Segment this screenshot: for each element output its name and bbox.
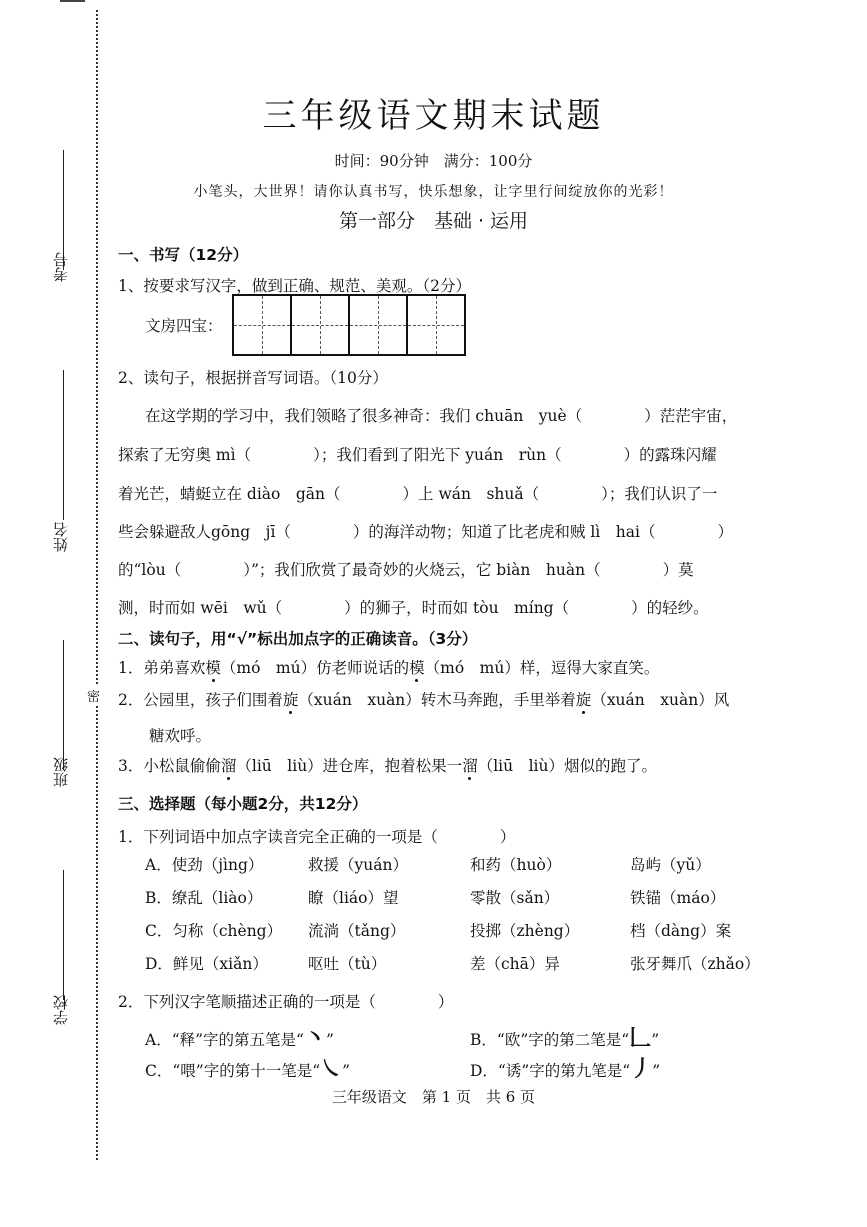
grid-cell[interactable] <box>234 296 292 354</box>
choice-a-2: 救援（yuán） <box>308 856 408 874</box>
exam-number-label: 考号 <box>52 252 70 282</box>
section3-heading: 三、选择题（每小题2分，共12分） <box>118 795 368 813</box>
choice-d-1: D．鲜见（xiǎn） <box>145 955 268 973</box>
choice-c-2: 流淌（tǎng） <box>308 922 406 940</box>
dotted-char: 溜 <box>220 757 237 775</box>
stroke-choice-c: C．“喂”字的第十一笔是“㇏” <box>145 1056 351 1082</box>
section2-item: 3．小松鼠偷偷溜（liū liù）进仓库，抱着松果一溜（liū liù）烟似的跑了。 <box>118 757 657 775</box>
section1-heading: 一、书写（12分） <box>118 246 249 264</box>
class-label: 班级 <box>52 757 70 787</box>
stroke-glyph: 𠃊 <box>629 1025 652 1051</box>
choice-a-4: 岛屿（yǔ） <box>630 856 711 874</box>
dotted-char: 旋 <box>282 691 299 709</box>
stroke-glyph: ㇏ <box>320 1056 343 1082</box>
time-score-line: 时间：90分钟 满分：100分 <box>334 152 533 170</box>
grid-cell[interactable] <box>292 296 350 354</box>
dotted-char: 模 <box>409 659 425 677</box>
grid-cell[interactable] <box>350 296 408 354</box>
school-label: 学校 <box>52 995 70 1025</box>
passage-line: 在这学期的学习中，我们领略了很多神奇：我们 chuān yuè（ ）茫茫宇宙， <box>145 407 738 425</box>
q1-label: 文房四宝： <box>145 317 223 335</box>
dotted-char: 旋 <box>575 691 592 709</box>
section2-item-continued: 糖欢呼。 <box>118 727 212 745</box>
page-footer: 三年级语文 第 1 页 共 6 页 <box>331 1088 536 1106</box>
class-rule <box>63 640 64 770</box>
choice-c-3: 投掷（zhèng） <box>470 922 580 940</box>
school-rule <box>63 870 64 1000</box>
part-title: 第一部分 基础 · 运用 <box>338 210 529 232</box>
dotted-char: 模 <box>205 659 221 677</box>
seal-char: 密 <box>87 686 100 705</box>
stroke-glyph: 丶 <box>303 1025 326 1051</box>
section2-item: 1．弟弟喜欢模（mó mú）仿老师说话的模（mó mú）样，逗得大家直笑。 <box>118 659 660 677</box>
section2-heading: 二、读句子，用“√”标出加点字的正确读音。（3分） <box>118 630 478 648</box>
writing-grid[interactable] <box>232 294 466 356</box>
choice-d-3: 差（chā）异 <box>470 955 560 973</box>
choice-d-2: 呕吐（tù） <box>308 955 387 973</box>
stroke-choice-b: B．“欧”字的第二笔是“𠃊” <box>470 1025 660 1051</box>
section1-q2: 2、读句子，根据拼音写词语。（10分） <box>118 369 388 387</box>
stroke-choice-d: D．“诱”字的第九笔是“丿” <box>470 1056 661 1082</box>
passage-line: 着光芒，蜻蜓立在 diào gān（ ）上 wán shuǎ（ ）；我们认识了一 <box>118 485 718 503</box>
section3-q2: 2．下列汉字笔顺描述正确的一项是（ ） <box>118 993 454 1011</box>
choice-b-3: 零散（sǎn） <box>470 889 560 907</box>
stroke-glyph: 丿 <box>630 1056 653 1082</box>
name-rule <box>63 370 64 520</box>
choice-b-2: 瞭（liáo）望 <box>308 889 399 907</box>
passage-line: 些会躲避敌人gōng jī（ ）的海洋动物；知道了比老虎和贼 lì hai（ ） <box>118 523 733 541</box>
choice-a-3: 和药（huò） <box>470 856 562 874</box>
choice-c-4: 档（dàng）案 <box>630 922 732 940</box>
section2-item: 2．公园里，孩子们围着旋（xuán xuàn）转木马奔跑，手里举着旋（xuán xuàn）风 <box>118 691 730 709</box>
stroke-choice-a: A．“释”字的第五笔是“丶” <box>145 1025 334 1051</box>
top-mark <box>60 0 85 2</box>
dotted-char: 溜 <box>462 757 478 775</box>
motto: 小笔头，大世界！请你认真书写，快乐想象，让字里行间绽放你的光彩！ <box>193 184 674 200</box>
name-label: 姓名 <box>52 522 70 552</box>
section1-q1: 1、按要求写汉字，做到正确、规范、美观。（2分） <box>118 277 471 295</box>
choice-d-4: 张牙舞爪（zhǎo） <box>630 955 760 973</box>
choice-a-1: A．使劲（jìng） <box>145 856 264 874</box>
choice-b-1: B．缭乱（liào） <box>145 889 263 907</box>
page-title: 三年级语文期末试题 <box>262 96 605 136</box>
passage-line: 测，时而如 wēi wǔ（ ）的狮子，时而如 tòu míng（ ）的轻纱。 <box>118 599 709 617</box>
passage-line: 探索了无穷奥 mì（ ）；我们看到了阳光下 yuán rùn（ ）的露珠闪耀 <box>118 446 717 464</box>
section3-q1: 1．下列词语中加点字读音完全正确的一项是（ ） <box>118 828 516 846</box>
choice-c-1: C．匀称（chèng） <box>145 922 283 940</box>
choice-b-4: 铁锚（máo） <box>630 889 726 907</box>
passage-line: 的“lòu（ ）”；我们欣赏了最奇妙的火烧云，它 biàn huàn（ ）莫 <box>118 561 694 579</box>
grid-cell[interactable] <box>408 296 464 354</box>
